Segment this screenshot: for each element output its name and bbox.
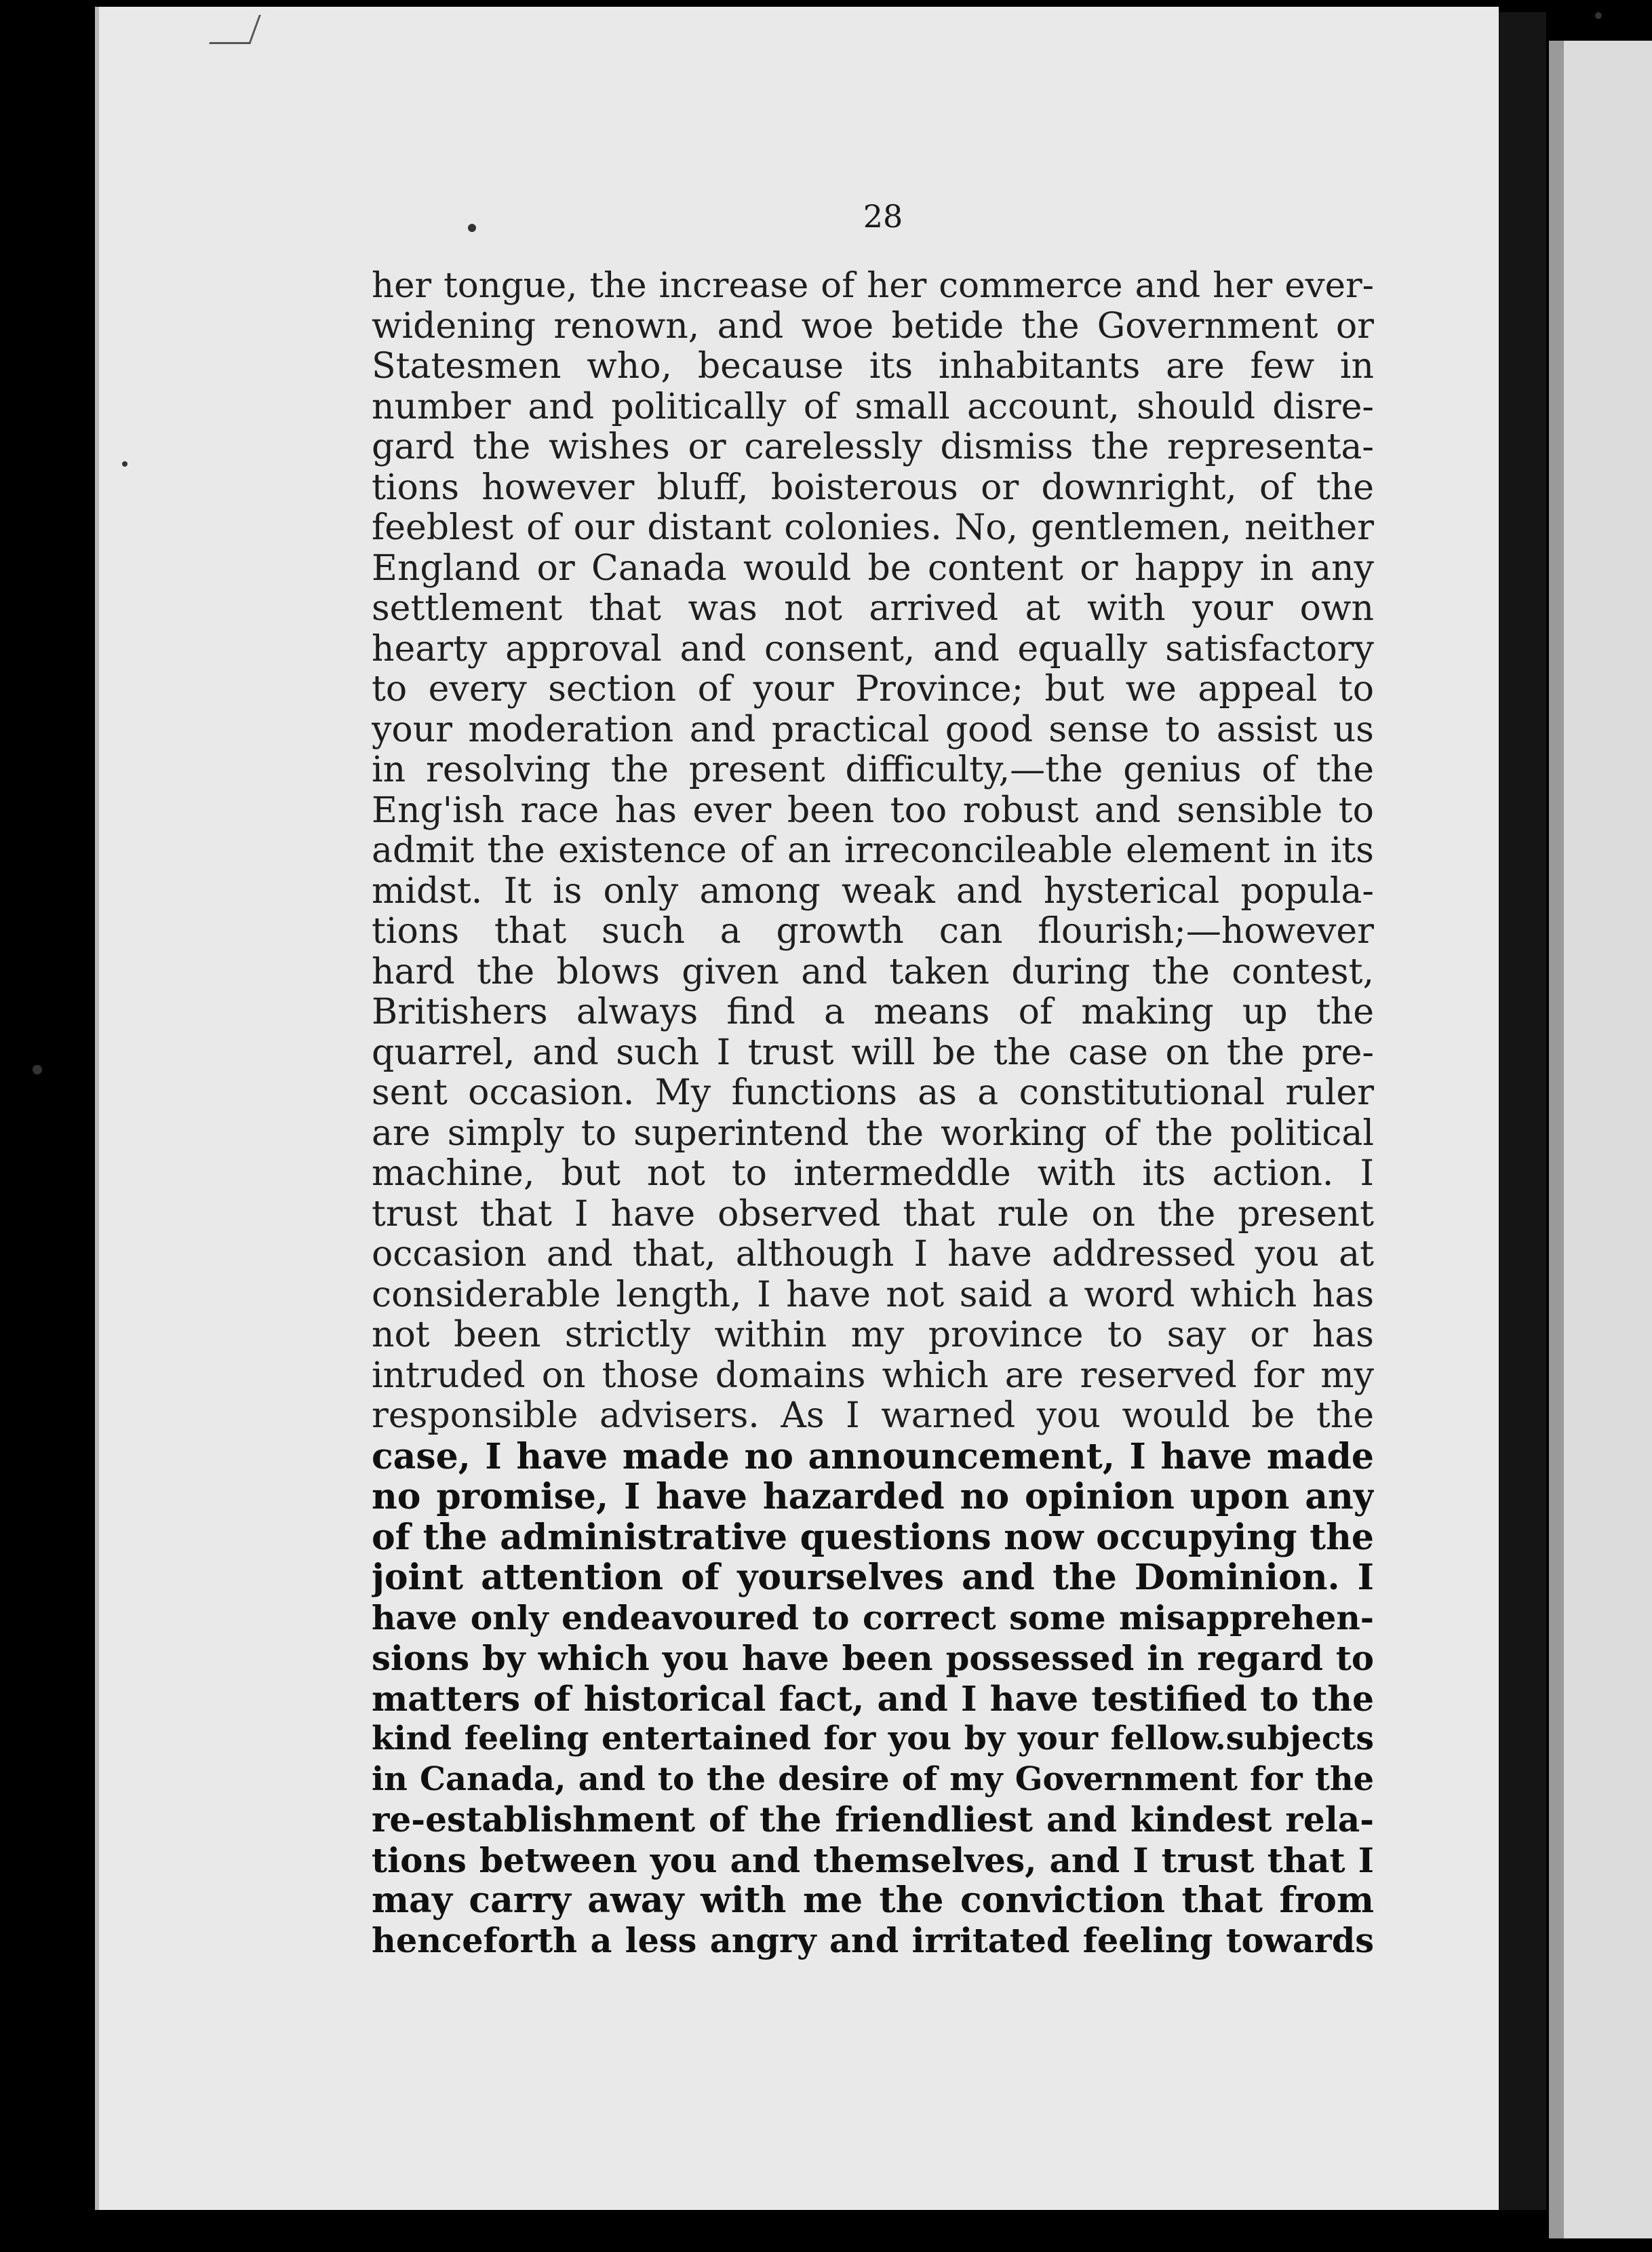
text-line: admit the existence of an irreconcileable element in its <box>372 831 1374 871</box>
text-line: no promise, I have hazarded no opinion upon any <box>372 1477 1374 1517</box>
text-line: number and politically of small account, should disre- <box>372 387 1374 427</box>
body-text <box>372 266 1374 1961</box>
text-line: sent occasion. My functions as a constitutional ruler <box>372 1073 1374 1113</box>
text-line: intruded on those domains which are reserved for my <box>372 1355 1374 1396</box>
text-line: have only endeavoured to correct some misapprehen- <box>372 1598 1374 1637</box>
text-line: not been strictly within my province to say or has <box>372 1315 1374 1355</box>
text-line: occasion and that, although I have addressed you at <box>372 1235 1374 1275</box>
page-gutter <box>1499 12 1546 2210</box>
text-line: matters of historical fact, and I have testified to the <box>372 1678 1374 1719</box>
text-line: her tongue, the increase of her commerce and her ever- <box>372 266 1374 306</box>
text-line: settlement that was not arrived at with your own <box>372 589 1374 629</box>
text-line: Statesmen who, because its inhabitants are few in <box>372 347 1374 387</box>
text-line: tions between you and themselves, and I trust that I <box>372 1840 1374 1880</box>
text-line: responsible advisers. As I warned you would be the <box>372 1396 1374 1436</box>
text-line: are simply to superintend the working of the political <box>372 1113 1374 1154</box>
adjacent-page-shadow <box>1549 41 1564 2238</box>
text-line: considerable length, I have not said a word which has <box>372 1275 1374 1315</box>
text-line: of the administrative questions now occupying the <box>372 1517 1374 1557</box>
text-line: in Canada, and to the desire of my Government for the <box>372 1760 1374 1798</box>
page-number: 28 <box>863 198 903 235</box>
text-line: feeblest of our distant colonies. No, gentlemen, neither <box>372 508 1374 548</box>
text-line: trust that I have observed that rule on the present <box>372 1194 1374 1235</box>
text-line: hearty approval and consent, and equally satisfactory <box>372 629 1374 669</box>
ink-speck <box>468 224 476 232</box>
text-line: gard the wishes or carelessly dismiss the representa- <box>372 427 1374 467</box>
text-line: to every section of your Province; but we appeal to <box>372 669 1374 710</box>
folded-corner <box>209 15 261 44</box>
text-line: kind feeling entertained for you by your fellow.subjects <box>372 1720 1374 1758</box>
text-line: henceforth a less angry and irritated feeling towards <box>372 1920 1374 1960</box>
text-line: in resolving the present difficulty,—the genius of the <box>372 750 1374 790</box>
text-line: quarrel, and such I trust will be the case on the pre- <box>372 1032 1374 1073</box>
text-line: machine, but not to intermeddle with its action. I <box>372 1154 1374 1194</box>
text-line: may carry away with me the conviction that from <box>372 1880 1374 1921</box>
text-line: joint attention of yourselves and the Dominion. I <box>372 1557 1374 1598</box>
text-line: hard the blows given and taken during the contest, <box>372 952 1374 992</box>
text-line: case, I have made no announcement, I have made <box>372 1436 1374 1477</box>
text-line: widening renown, and woe betide the Government or <box>372 306 1374 347</box>
text-line: England or Canada would be content or happy in any <box>372 548 1374 589</box>
text-line: midst. It is only among weak and hysterical popula- <box>372 871 1374 912</box>
ink-speck <box>122 461 127 467</box>
text-line: Britishers always find a means of making up the <box>372 992 1374 1032</box>
text-line: your moderation and practical good sense to assist us <box>372 710 1374 750</box>
ink-speck <box>33 1065 42 1074</box>
text-line: Eng'ish race has ever been too robust and sensible to <box>372 790 1374 831</box>
text-line: re-establishment of the friendliest and kindest rela- <box>372 1800 1374 1840</box>
ink-speck <box>1595 12 1602 19</box>
text-line: tions that such a growth can flourish;—however <box>372 912 1374 952</box>
adjacent-page-edge <box>1549 41 1652 2238</box>
text-line: sions by which you have been possessed in regard to <box>372 1638 1374 1678</box>
text-line: tions however bluff, boisterous or downright, of the <box>372 467 1374 508</box>
